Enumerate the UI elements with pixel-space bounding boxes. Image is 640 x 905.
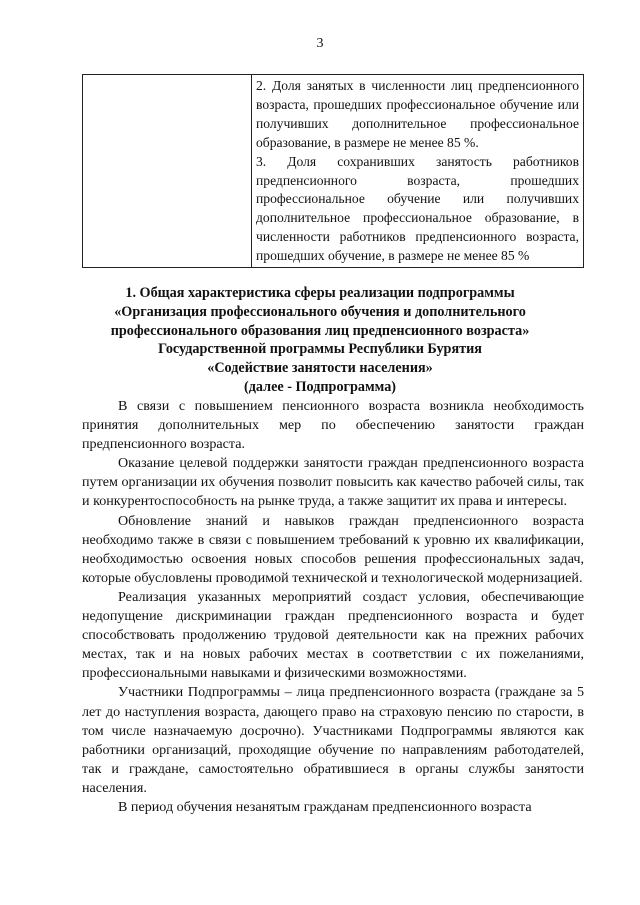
indicator-item-3: 3. Доля сохранивших занятость работников предпенсионного возраста, прошедших профессиональное обучение или получивших дополнительное профессиональное образование, в численности работников предпенсионного возраста, прошедших обучение, в размере не менее 85 % (256, 153, 579, 264)
indicator-item-2: 2. Доля занятых в численности лиц предпенсионного возраста, прошедших профессиональное обучение или получивших дополнительное профессиональное образование, в размере не менее 85 %. (256, 78, 579, 150)
table-cell-empty (83, 75, 252, 268)
paragraph: В период обучения незанятым гражданам предпенсионного возраста (118, 798, 532, 815)
heading-line: 1. Общая характеристика сферы реализации подпрограммы (125, 285, 515, 301)
heading-line: (далее - Подпрограмма) (243, 378, 397, 395)
paragraph: Реализация указанных мероприятий создаст условия, обеспечивающие недопущение дискриминации граждан предпенсионного возраста и будет способствовать продолжению трудовой деятельности как на прежних рабочих местах, так и на новых рабочих местах в соответствии с их пожеланиями, профессиональными навыками и физическими возможностями. (82, 588, 584, 682)
heading-line: «Содействие занятости населения» (207, 360, 433, 377)
page-number: 3 (316, 36, 324, 51)
body-text (82, 397, 584, 817)
heading-line: Государственной программы Республики Бурятия (158, 341, 482, 358)
paragraph: Оказание целевой поддержки занятости граждан предпенсионного возраста путем организации их обучения позволит повысить как качество рабочей силы, так и конкурентоспособность на рынке труда, а также защитит их права и интересы. (82, 455, 584, 510)
section-heading (60, 284, 580, 397)
table-row (83, 75, 584, 268)
paragraph: Участники Подпрограммы – лица предпенсионного возраста (граждане за 5 лет до наступления возраста, дающего право на страховую пенсию по старости, в том числе назначаемую досрочно). Участниками Подпрограммы являются как работники организаций, проходящие обучение по направлениям работодателей, так и граждане, самостоятельно обратившиеся в органы службы занятости населения. (82, 684, 584, 796)
indicators-table (82, 74, 584, 268)
heading-line: «Организация профессионального обучения и дополнительного (114, 303, 526, 320)
paragraph: В связи с повышением пенсионного возраста возникла необходимость принятия дополнительных мер по обеспечению занятости граждан предпенсионного возраста. (82, 398, 584, 453)
table-cell-indicators (252, 75, 584, 268)
paragraph: Обновление знаний и навыков граждан предпенсионного возраста необходимо также в связи с повышением требований к уровню их квалификации, необходимостью освоения новых способов решения профессиональных задач, которые обусловлены проводимой технической и технологической модернизацией. (82, 512, 584, 586)
heading-line: профессионального образования лиц предпенсионного возраста» (110, 322, 530, 339)
